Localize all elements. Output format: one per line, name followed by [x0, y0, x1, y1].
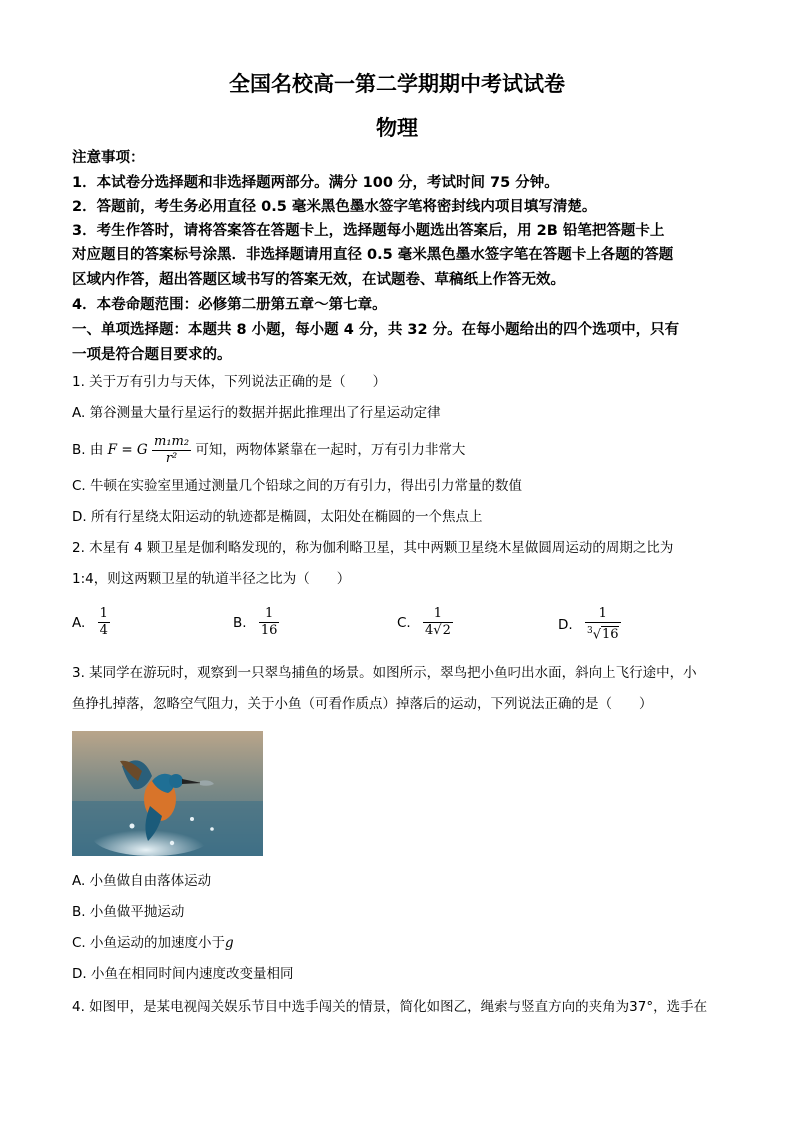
- question-2-stem: 1:4，则这两颗卫星的轨道半径之比为（ ）: [72, 571, 351, 587]
- kingfisher-photo: [72, 731, 263, 856]
- question-3-stem: 3. 某同学在游玩时，观察到一只翠鸟捕鱼的场景。如图所示，翠鸟把小鱼叼出水面，斜向上飞行途中，小: [72, 665, 697, 681]
- q1-option-b-prefix: B. 由: [72, 442, 104, 458]
- option-fraction: [259, 606, 280, 639]
- q1-option-d: D. 所有行星绕太阳运动的轨迹都是椭圆，太阳处在椭圆的一个焦点上: [72, 509, 483, 525]
- option-fraction: [585, 606, 621, 643]
- note-line: 对应题目的答案标号涂黑．非选择题请用直径 0.5 毫米黑色墨水签字笔在答题卡上各题的答题: [72, 247, 674, 263]
- section-heading: 一项是符合题目要求的。: [72, 347, 232, 363]
- q1-option-b-suffix: 可知，两物体紧靠在一起时，万有引力非常大: [195, 442, 466, 458]
- q2-option-b: [233, 606, 279, 639]
- formula-fraction: [152, 434, 191, 467]
- fraction-numerator: 1: [259, 606, 280, 623]
- option-label: B.: [233, 614, 247, 631]
- radicand: 2: [442, 623, 451, 638]
- q2-option-c: [397, 606, 453, 639]
- exam-title: 全国名校高一第二学期期中考试试卷: [229, 72, 565, 96]
- option-label: C.: [397, 614, 411, 631]
- fraction-denominator: $^3$√16: [586, 626, 619, 643]
- formula-denominator: r²: [165, 450, 178, 466]
- option-label: A.: [72, 614, 86, 631]
- note-line: 2．答题前，考生务必用直径 0.5 毫米黑色墨水签字笔将密封线内项目填写清楚。: [72, 199, 597, 215]
- question-1-stem: 1. 关于万有引力与天体，下列说法正确的是（ ）: [72, 374, 387, 390]
- note-line: 区域内作答，超出答题区域书写的答案无效，在试题卷、草稿纸上作答无效。: [72, 272, 565, 288]
- question-2-stem: 2. 木星有 4 颗卫星是伽利略发现的，称为伽利略卫星，其中两颗卫星绕木星做圆周运动的周期之比为: [72, 540, 674, 556]
- question-4-stem: 4. 如图甲，是某电视闯关娱乐节目中选手闯关的情景，简化如图乙，绳索与竖直方向的夹角为37°，选手在: [72, 999, 708, 1015]
- note-line: 4．本卷命题范围：必修第二册第五章～第七章。: [72, 297, 387, 313]
- fraction-denominator: 4√2: [425, 623, 451, 638]
- fraction-numerator: 1: [99, 606, 108, 621]
- note-line: 1．本试卷分选择题和非选择题两部分。满分 100 分，考试时间 75 分钟。: [72, 175, 559, 191]
- q3-option-b: B. 小鱼做平抛运动: [72, 904, 185, 920]
- formula-numerator: m₁m₂: [154, 433, 190, 449]
- subject-title: 物理: [376, 116, 418, 140]
- q2-option-a: [72, 606, 110, 639]
- option-fraction: [423, 606, 453, 639]
- q1-option-c: C. 牛顿在实验室里通过测量几个铅球之间的万有引力，得出引力常量的数值: [72, 478, 523, 494]
- q1-option-a: A. 第谷测量大量行星运行的数据并据此推理出了行星运动定律: [72, 405, 441, 421]
- q3-option-a: A. 小鱼做自由落体运动: [72, 873, 212, 889]
- q3-option-d: D. 小鱼在相同时间内速度改变量相同: [72, 966, 294, 982]
- notes-heading: 注意事项：: [72, 150, 145, 166]
- formula-lhs: F = G: [107, 442, 148, 458]
- radical-index: 3: [586, 626, 593, 636]
- fraction-denominator: 4: [99, 623, 108, 638]
- radicand: 16: [602, 627, 619, 643]
- q1-option-b: [72, 432, 728, 468]
- q3-option-c: [72, 932, 728, 954]
- option-fraction: [98, 606, 110, 639]
- fraction-numerator: 1: [423, 606, 453, 623]
- gravity-symbol: g: [225, 935, 234, 951]
- question-3-stem: 鱼挣扎掉落，忽略空气阻力，关于小鱼（可看作质点）掉落后的运动，下列说法正确的是（ ）: [72, 696, 653, 712]
- section-heading: 一、单项选择题：本题共 8 小题，每小题 4 分，共 32 分。在每小题给出的四个选项中，只有: [72, 322, 680, 338]
- radical-coefficient: 4: [425, 623, 434, 638]
- note-line: 3．考生作答时，请将答案答在答题卡上，选择题每小题选出答案后，用 2B 铅笔把答题卡上: [72, 223, 665, 239]
- q2-option-d: [558, 606, 621, 643]
- q3-option-c-text: C. 小鱼运动的加速度小于: [72, 935, 226, 951]
- option-label: D.: [558, 616, 573, 633]
- fraction-denominator: 16: [260, 623, 278, 638]
- fraction-numerator: 1: [585, 606, 621, 623]
